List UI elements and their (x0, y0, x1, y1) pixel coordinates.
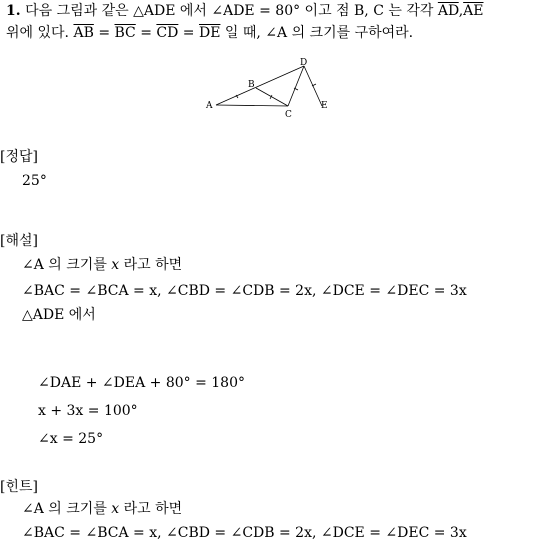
problem-text-1: 다음 그림과 같은 △ADE 에서 ∠ADE = 80° 이고 점 B, C 는 각각 (25, 3, 434, 19)
solution-equation-1: ∠DAE + ∠DEA + 80° = 180° (38, 375, 245, 391)
hint-text: 라고 하면 (123, 501, 183, 517)
problem-line-2 (6, 24, 413, 42)
segment-de: $\overline{DE}$ (198, 25, 221, 41)
line-bc (256, 88, 288, 106)
variable-x: x (111, 257, 120, 273)
line-ae-part (216, 105, 288, 106)
answer-value: 25° (22, 173, 47, 189)
hint-heading: [힌트] (0, 479, 38, 495)
solution-equation-2: x + 3x = 100° (38, 403, 138, 419)
solution-text: 라고 하면 (123, 257, 183, 273)
hint-line-1 (22, 500, 182, 518)
solution-line-3: △ADE 에서 (22, 307, 96, 323)
segment-ad: $\overline{AD}$ (437, 3, 459, 19)
equals-sign: = (98, 25, 111, 41)
segment-cd: $\overline{CD}$ (156, 25, 179, 41)
label-e: E (321, 101, 328, 111)
solution-text: ∠A 의 크기를 (22, 257, 107, 273)
segment-ae: $\overline{AE}$ (463, 3, 484, 19)
problem-text-2: 위에 있다. (6, 25, 69, 41)
solution-line-1 (22, 256, 182, 274)
segment-bc: $\overline{BC}$ (114, 25, 136, 41)
label-a: A (206, 101, 213, 111)
triangle-figure (200, 58, 340, 122)
equals-sign: = (140, 25, 152, 41)
problem-text-3: 일 때, ∠A 의 크기를 구하여라. (224, 25, 414, 41)
variable-x: x (111, 501, 120, 517)
solution-line-2: ∠BAC = ∠BCA = x, ∠CBD = ∠CDB = 2x, ∠DCE = ∠DEC = 3x (22, 283, 467, 299)
label-d: D (300, 58, 308, 68)
comma: , (458, 3, 464, 19)
solution-equation-3: ∠x = 25° (38, 431, 104, 447)
solution-heading: [해설] (0, 233, 38, 249)
equals-sign: = (182, 25, 195, 41)
problem-number: 1. (6, 3, 21, 19)
hint-line-2: ∠BAC = ∠BCA = x, ∠CBD = ∠CDB = 2x, ∠DCE = ∠DEC = 3x (22, 525, 467, 541)
label-b: B (248, 80, 255, 90)
segment-ab: $\overline{AB}$ (73, 25, 94, 41)
problem-line-1 (6, 2, 484, 20)
answer-heading: [정답] (0, 149, 38, 165)
line-de (304, 66, 322, 106)
hint-text: ∠A 의 크기를 (22, 501, 107, 517)
label-c: C (285, 110, 292, 120)
